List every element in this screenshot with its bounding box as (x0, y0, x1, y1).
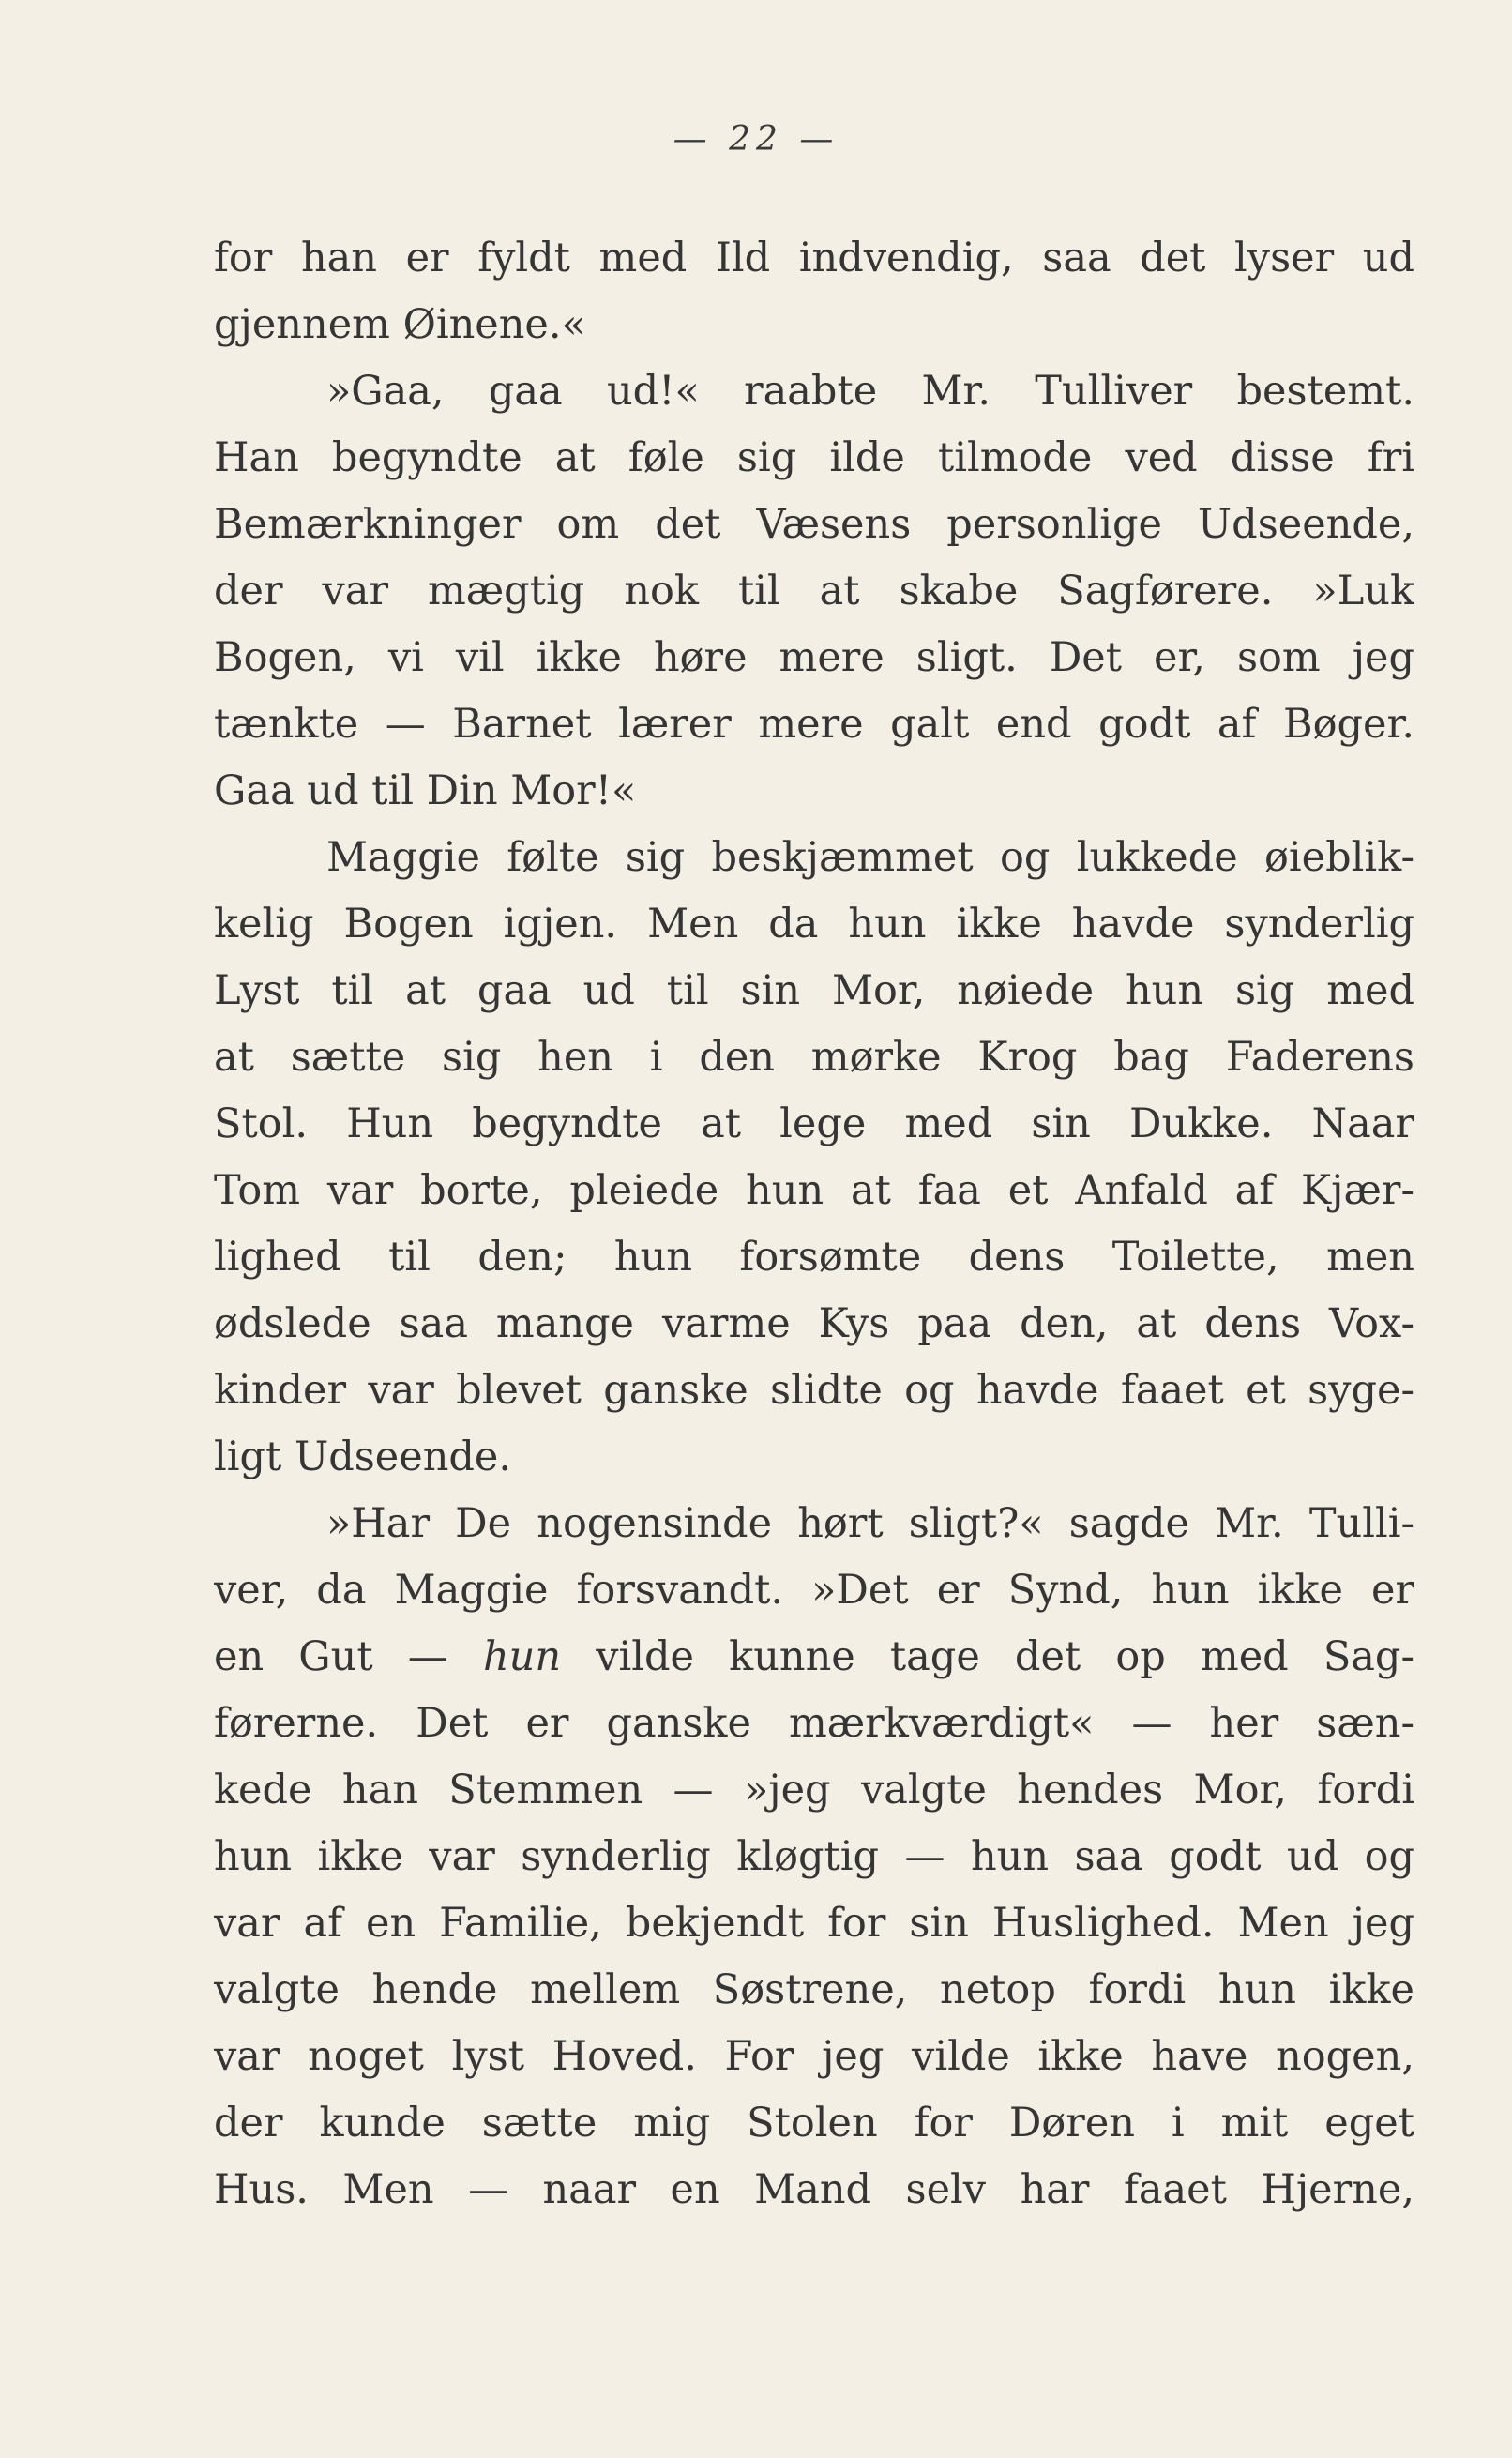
text-line: der var mægtig nok til at skabe Sagførere. »Luk (214, 568, 1414, 614)
text-line: kede han Stemmen — »jeg valgte hendes Mor, fordi (214, 1767, 1414, 1813)
text-line: Tom var borte, pleiede hun at faa et Anfald af Kjær- (214, 1167, 1414, 1214)
text-line: valgte hende mellem Søstrene, netop fordi hun ikke (214, 1966, 1414, 2013)
text-line: kelig Bogen igjen. Men da hun ikke havde synderlig (214, 901, 1414, 948)
text-line: kinder var blevet ganske slidte og havde faaet et syge- (214, 1367, 1414, 1414)
text-line: Bogen, vi vil ikke høre mere sligt. Det er, som jeg (214, 634, 1414, 681)
text-line: Gaa ud til Din Mor!« (214, 767, 637, 814)
text-line: »Gaa, gaa ud!« raabte Mr. Tulliver bestemt. (326, 368, 1414, 415)
text-line: tænkte — Barnet lærer mere galt end godt af Bøger. (214, 701, 1414, 748)
text-line: lighed til den; hun forsømte dens Toilette, men (214, 1234, 1414, 1281)
body-text (214, 225, 1414, 2223)
text-line: Han begyndte at føle sig ilde tilmode ved disse fri (214, 434, 1414, 481)
text-line: Stol. Hun begyndte at lege med sin Dukke. Naar (214, 1100, 1414, 1147)
page-number: — 22 — (673, 120, 839, 159)
text-line: »Har De nogensinde hørt sligt?« sagde Mr. Tulli- (326, 1500, 1414, 1547)
text-line: var noget lyst Hoved. For jeg vilde ikke have nogen, (214, 2033, 1414, 2080)
text-line: for han er fyldt med Ild indvendig, saa det lyser ud (214, 235, 1414, 281)
text-line: at sætte sig hen i den mørke Krog bag Faderens (214, 1034, 1414, 1081)
text-line: Bemærkninger om det Væsens personlige Udseende, (214, 501, 1414, 548)
text-line: en Gut — hun vilde kunne tage det op med Sag- (214, 1633, 1414, 1680)
text-line: gjennem Øinene.« (214, 301, 586, 348)
text-line: hun ikke var synderlig kløgtig — hun saa godt ud og (214, 1833, 1414, 1880)
text-line: Hus. Men — naar en Mand selv har faaet Hjerne, (214, 2166, 1414, 2213)
text-line: Lyst til at gaa ud til sin Mor, nøiede hun sig med (214, 967, 1414, 1014)
text-line: førerne. Det er ganske mærkværdigt« — her sæn- (214, 1700, 1414, 1747)
text-line: var af en Familie, bekjendt for sin Huslighed. Men jeg (214, 1900, 1414, 1947)
text-line: ligt Udseende. (214, 1434, 512, 1480)
text-line: Maggie følte sig beskjæmmet og lukkede øieblik- (326, 834, 1414, 881)
text-line: der kunde sætte mig Stolen for Døren i mit eget (214, 2100, 1414, 2147)
text-line: ødslede saa mange varme Kys paa den, at dens Vox- (214, 1300, 1414, 1347)
text-line: ver, da Maggie forsvandt. »Det er Synd, hun ikke er (214, 1567, 1414, 1614)
